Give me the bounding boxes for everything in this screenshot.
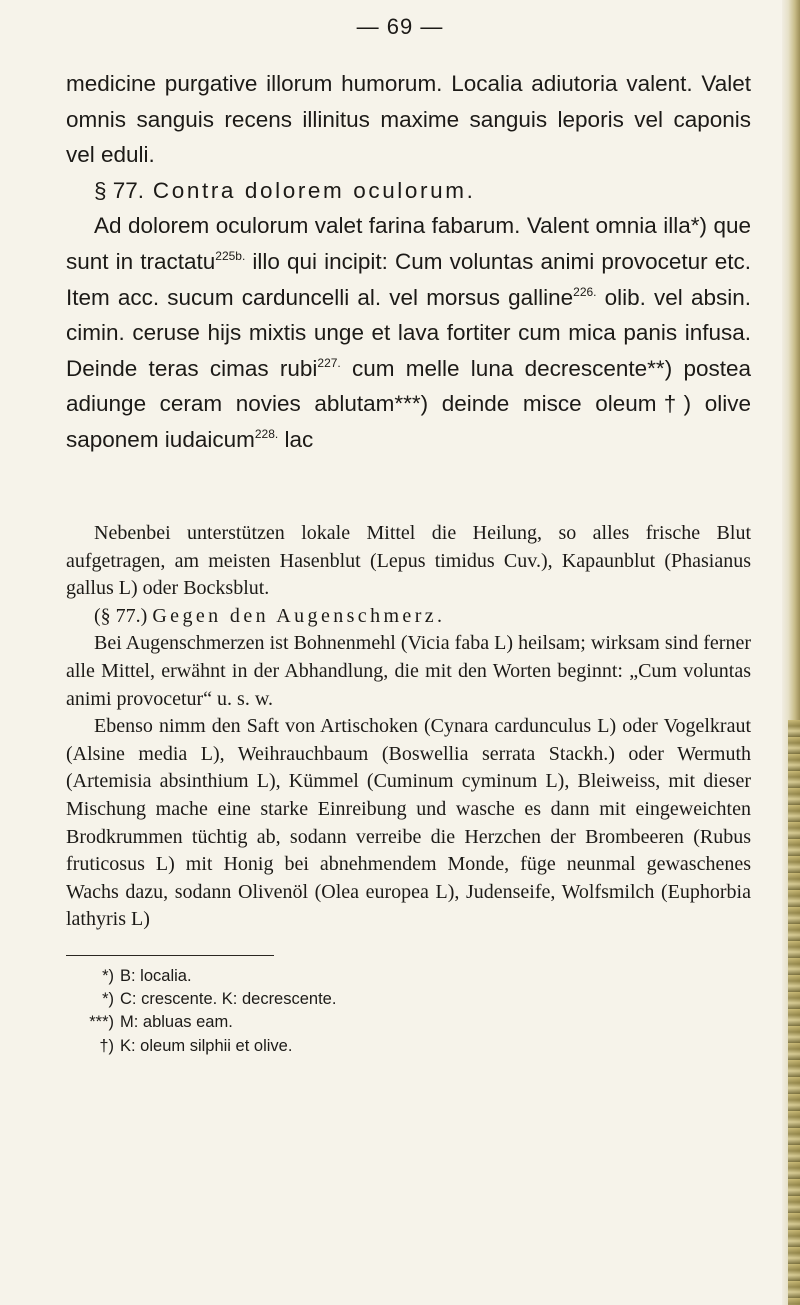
page-number: — 69 — — [356, 14, 444, 39]
latin-text-run: olib. vel absin. cimin. ceruse hijs mixtis unge et lava fortiter cum mica panis infusa. Deinde teras cimas rubi — [66, 284, 751, 381]
latin-section-heading — [66, 173, 751, 209]
footnote-text: B: localia. — [120, 967, 192, 985]
german-paragraph-2: Bei Augenschmerzen ist Bohnenmehl (Vicia faba L) heilsam; wirksam sind ferner alle Mittel, erwähnt in der Abhandlung, die mit den Worten beginnt: „Cum voluntas animi provocetur“ u. s. w. — [66, 632, 751, 710]
footnote — [66, 965, 666, 988]
footnote-text: C: crescente. K: decrescente. — [120, 990, 337, 1009]
german-paragraph-1: Nebenbei unterstützen lokale Mittel die Heilung, so alles frische Blut aufgetragen, am meisten Hasenblut (Lepus timidus Cuv.), Kapaunblut (Phasianus gallus L) oder Bocksblut. — [66, 522, 751, 600]
latin-text-block — [66, 66, 751, 458]
footnote-mark: ***) — [89, 1013, 114, 1032]
latin-section-title: Contra dolorem oculorum. — [152, 177, 476, 203]
footnote — [66, 988, 666, 1011]
reference-227: 227. — [317, 355, 341, 370]
german-paragraph-3: Ebenso nimm den Saft von Artischoken (Cynara cardunculus L) oder Vogelkraut (Alsine media L), Weihrauchbaum (Boswellia serrata Stackh.) oder Wermuth (Artemisia absinthium L), Kümmel (Cuminum cyminum L), Bleiweiss, mit dieser Mischung mache eine starke Einreibung und wasche es dann mit eingeweichten Brodkrummen tüchtig ab, sodann verreibe die Herzchen der Brombeeren (Rubus fruticosus L) mit Honig bei abnehmendem Monde, füge neunmal gewaschenes Wachs dazu, sodann Olivenöl (Olea europea L), Judenseife, Wolfsmilch (Euphorbia lathyris L) — [66, 715, 751, 931]
footnote-mark: *) — [102, 990, 114, 1009]
footnote — [66, 1035, 666, 1058]
reference-225b: 225b. — [215, 248, 246, 263]
footnote-mark: †) — [99, 1036, 114, 1055]
latin-paragraph-1: medicine purgative illorum humorum. Localia adiutoria valent. Valet omnis sanguis recens illinitus maxime sanguis leporis vel caponis vel eduli. — [66, 71, 751, 168]
footnotes — [66, 965, 666, 1058]
footnote — [66, 1011, 666, 1034]
german-section-heading — [66, 603, 751, 631]
latin-paragraph-2 — [66, 208, 751, 457]
german-section-number: (§ 77.) — [94, 604, 148, 627]
footnote-text: M: abluas eam. — [120, 1013, 233, 1032]
latin-text-run: illo qui incipit: Cum voluntas animi provocetur etc. Item acc. sucum carduncelli al. vel morsus galline — [66, 248, 751, 310]
german-section-title: Gegen den Augenschmerz. — [152, 604, 446, 627]
reference-226: 226. — [573, 284, 597, 299]
page-edge-shadow — [788, 720, 800, 1305]
latin-text-run: lac — [278, 426, 314, 452]
footnote-mark: *) — [102, 967, 114, 985]
footnote-divider — [66, 955, 274, 956]
latin-text-run: cum melle luna decrescente**) postea adiunge ceram novies ablutam***) deinde misce oleum†) olive saponem iudaicum — [66, 355, 752, 452]
footnote-text: K: oleum silphii et olive. — [120, 1036, 293, 1055]
latin-section-number: § 77. — [94, 177, 145, 203]
german-translation-block — [66, 520, 751, 934]
latin-text-run: Ad dolorem oculorum valet farina fabarum. Valent omnia illa*) que sunt in tractatu — [66, 213, 751, 274]
reference-228: 228. — [254, 426, 279, 441]
